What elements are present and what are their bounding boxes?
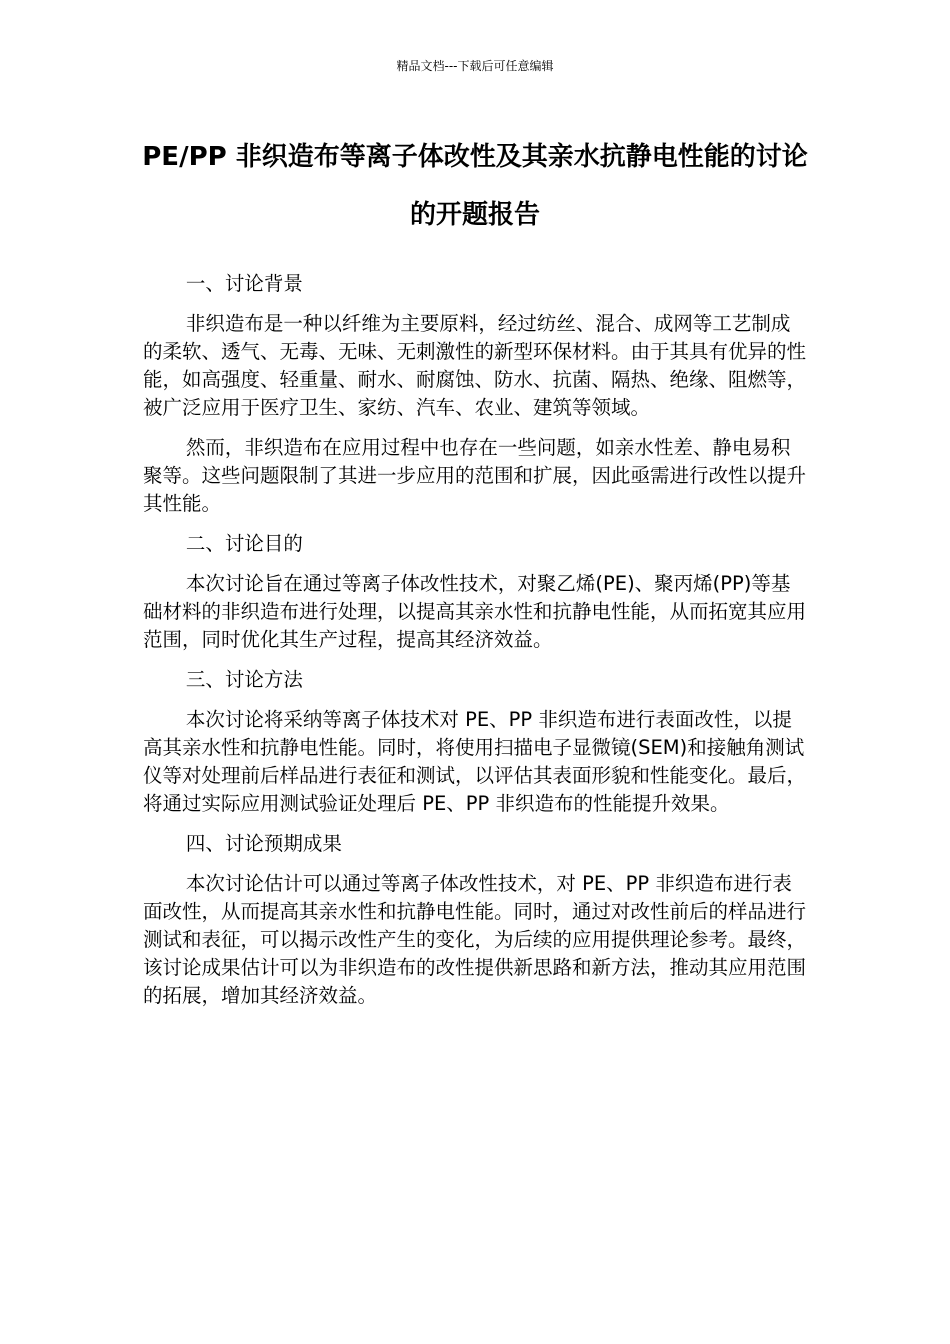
paragraph: 非织造布是一种以纤维为主要原料，经过纺丝、混合、成网等工艺制成的柔软、透气、无毒、无味、无刺激性的新型环保材料。由于其具有优异的性能，如高强度、轻重量、耐水、耐腐蚀、防水、抗菌、隔热、绝缘、阻燃等，被广泛应用于医疗卫生、家纺、汽车、农业、建筑等领域。	[143, 312, 807, 419]
section-heading: 三、讨论方法	[185, 668, 303, 691]
document-title: PE/PP 非织造布等离子体改性及其亲水抗静电性能的讨论的开题报告	[142, 142, 808, 230]
paragraph: 本次讨论旨在通过等离子体改性技术，对聚乙烯(PE)、聚丙烯(PP)等基础材料的非织造布进行处理，以提高其亲水性和抗静电性能，从而拓宽其应用范围，同时优化其生产过程，提高其经济效益。	[143, 572, 807, 651]
section-expected-results	[143, 830, 807, 1010]
page-header-note: 精品文档---下载后可任意编辑	[396, 59, 554, 73]
section-heading: 一、讨论背景	[185, 272, 303, 295]
paragraph: 本次讨论估计可以通过等离子体改性技术，对 PE、PP 非织造布进行表面改性，从而提高其亲水性和抗静电性能。同时，通过对改性前后的样品进行测试和表征，可以揭示改性产生的变化，为后续的应用提供理论参考。最终，该讨论成果估计可以为非织造布的改性提供新思路和新方法，推动其应用范围的拓展，增加其经济效益。	[143, 872, 807, 1007]
paragraph: 然而，非织造布在应用过程中也存在一些问题，如亲水性差、静电易积聚等。这些问题限制了其进一步应用的范围和扩展，因此亟需进行改性以提升其性能。	[143, 436, 807, 515]
paragraph: 本次讨论将采纳等离子体技术对 PE、PP 非织造布进行表面改性，以提高其亲水性和抗静电性能。同时，将使用扫描电子显微镜(SEM)和接触角测试仪等对处理前后样品进行表征和测试，以评估其表面形貌和性能变化。最后，将通过实际应用测试验证处理后 PE、PP 非织造布的性能提升效果。	[143, 708, 807, 815]
section-heading: 二、讨论目的	[185, 532, 303, 555]
document-body	[143, 270, 807, 1022]
section-method	[143, 666, 807, 818]
section-purpose	[143, 530, 807, 654]
section-heading: 四、讨论预期成果	[185, 832, 342, 855]
section-background	[143, 270, 807, 518]
